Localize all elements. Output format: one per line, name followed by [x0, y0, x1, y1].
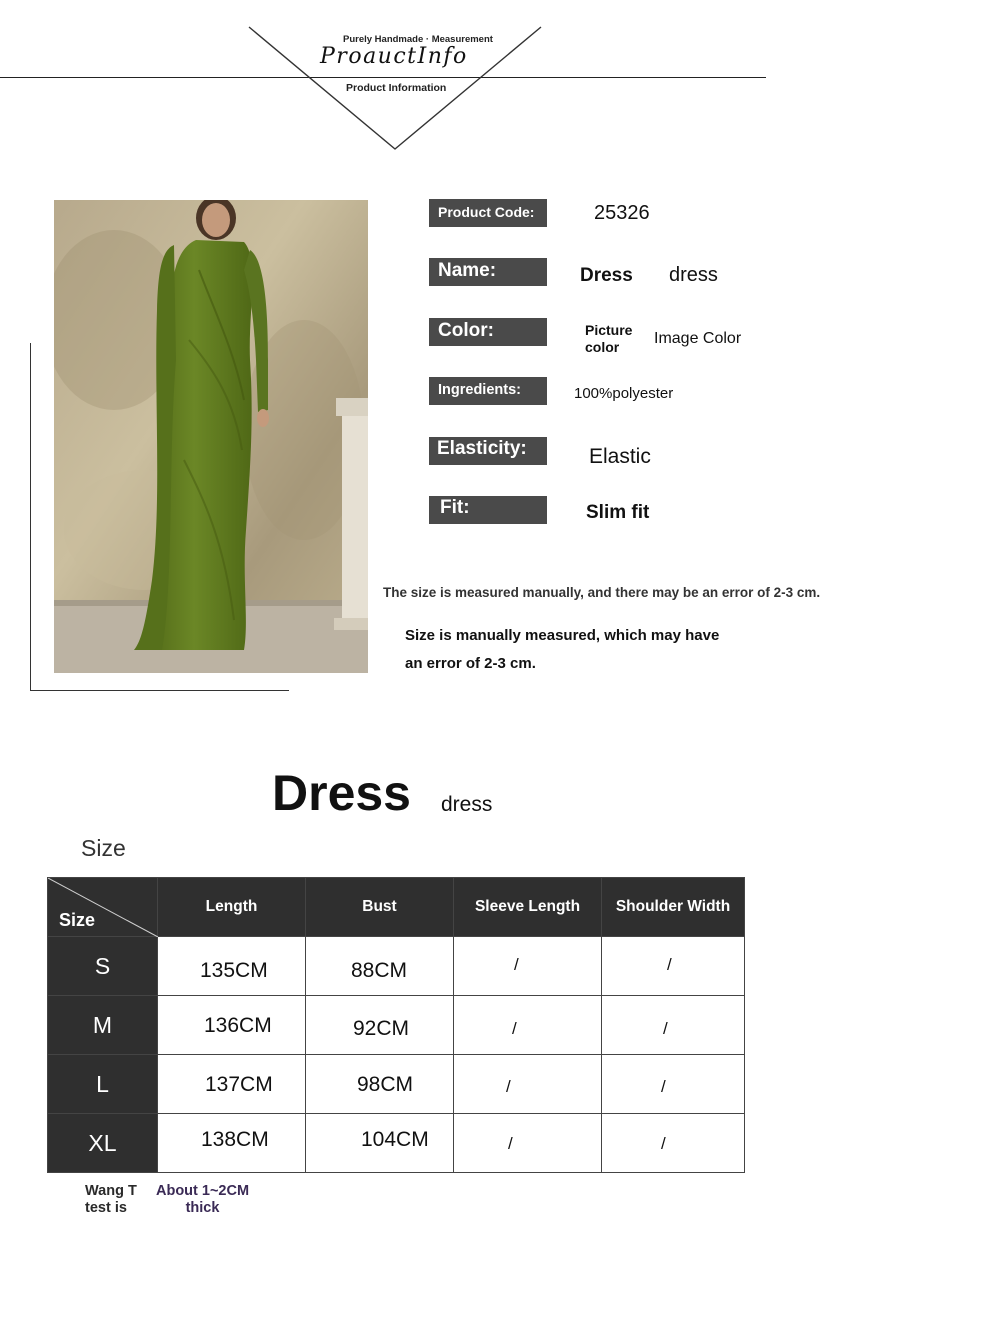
sleeve-cell: /: [454, 937, 602, 996]
table-header-row: [48, 878, 745, 937]
color-value: Image Color: [654, 330, 742, 347]
length-cell: 136CM: [158, 996, 306, 1055]
shoulder-cell: /: [602, 1055, 745, 1114]
color-value-line2: color: [585, 339, 620, 355]
photo-frame-left: [30, 343, 31, 691]
fabric-thickness-note: About 1~2CM thick: [156, 1183, 250, 1216]
measurement-note: The size is measured manually, and there may be an error of 2-3 cm.: [383, 585, 821, 600]
header-tagline: Purely Handmade · Measurement: [343, 34, 493, 45]
ingredients-value: 100%polyester: [574, 385, 674, 402]
size-chart-table: [47, 877, 745, 1173]
length-cell: 135CM: [158, 937, 306, 996]
column-header: Length: [158, 878, 306, 937]
row-size: L: [48, 1055, 158, 1114]
bust-cell: 104CM: [306, 1114, 454, 1173]
length-cell: 137CM: [158, 1055, 306, 1114]
sleeve-cell: /: [454, 1055, 602, 1114]
product-code-value: 25326: [594, 202, 650, 224]
shoulder-cell: /: [602, 937, 745, 996]
measurement-note-bold: Size is manually measured, which may have an error of 2-3 cm.: [405, 627, 720, 672]
header-subtitle: Product Information: [346, 82, 447, 94]
row-size: S: [48, 937, 158, 996]
header-title: ProauctInfo: [320, 44, 468, 69]
shoulder-cell: /: [602, 1114, 745, 1173]
size-section-subtitle: dress: [441, 793, 493, 816]
photo-frame-bottom: [30, 690, 289, 691]
length-cell: 138CM: [158, 1114, 306, 1173]
bust-cell: 88CM: [306, 937, 454, 996]
product-photo: [54, 200, 368, 673]
corner-size-label: Size: [59, 910, 96, 930]
color-value-line1: Picture: [585, 322, 633, 338]
column-header: Shoulder Width: [602, 878, 745, 937]
table-row: [48, 1055, 745, 1114]
shoulder-cell: /: [602, 996, 745, 1055]
size-heading: Size: [81, 835, 126, 861]
sleeve-cell: /: [454, 996, 602, 1055]
bust-cell: 98CM: [306, 1055, 454, 1114]
elasticity-value: Elastic: [589, 445, 651, 468]
bust-cell: 92CM: [306, 996, 454, 1055]
row-size: M: [48, 996, 158, 1055]
name-label: Name:: [429, 258, 547, 286]
name-value: dress: [669, 264, 718, 286]
table-row: [48, 1114, 745, 1173]
fabric-note-left: Wang T test is: [85, 1183, 137, 1216]
sleeve-cell: /: [454, 1114, 602, 1173]
size-section-title: Dress: [272, 765, 411, 821]
product-code-label: Product Code:: [429, 199, 547, 227]
elasticity-label: Elasticity:: [429, 437, 547, 465]
row-size: XL: [48, 1114, 158, 1173]
column-header: Bust: [306, 878, 454, 937]
column-header: Sleeve Length: [454, 878, 602, 937]
table-corner-cell: [48, 878, 158, 937]
table-row: [48, 937, 745, 996]
name-value-bold: Dress: [580, 265, 633, 286]
fit-label: Fit:: [429, 496, 547, 524]
fit-value: Slim fit: [586, 502, 650, 523]
color-label: Color:: [429, 318, 547, 346]
ingredients-label: Ingredients:: [429, 377, 547, 405]
table-row: [48, 996, 745, 1055]
